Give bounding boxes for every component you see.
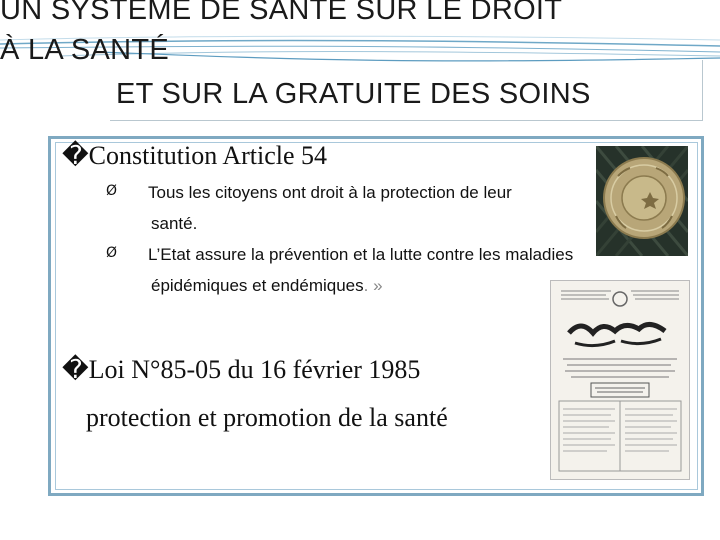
bullet-2-line-2 [151, 276, 383, 296]
section-2-marker: � [62, 355, 89, 384]
section-2-subheading: protection et promotion de la santé [86, 403, 448, 432]
title-line-1: UN SYSTEME DE SANTE SUR LE DROIT [0, 0, 563, 26]
section-2-heading-text: Loi N°85-05 du 16 février 1985 [88, 355, 421, 384]
seal-image [596, 146, 688, 256]
bullet-2-line-2-tail: . » [363, 276, 383, 295]
section-1-heading-text: Constitution Article 54 [88, 141, 328, 170]
section-1-marker: � [62, 141, 89, 170]
journal-officiel-image [550, 280, 690, 480]
seal-of-algeria-icon [596, 146, 688, 256]
title-line-3: ET SUR LA GRATUITE DES SOINS [116, 78, 591, 110]
bullet-1-line-1: Tous les citoyens ont droit à la protection de leur [148, 183, 512, 202]
bullet-1-line-2: santé. [151, 214, 198, 233]
bullet-arrow-icon: Ø [106, 183, 118, 199]
title-line-2: À LA SANTÉ [0, 34, 170, 66]
slide-title [0, 0, 720, 124]
section-1-heading [62, 141, 327, 171]
journal-officiel-cover-icon [551, 281, 689, 479]
bullet-2-line-1: L’Etat assure la prévention et la lutte contre les maladies [148, 245, 574, 264]
section-2-heading [62, 355, 420, 385]
bullet-2-line-2-text: épidémiques et endémiques [151, 276, 364, 295]
bullet-arrow-icon: Ø [106, 245, 118, 261]
